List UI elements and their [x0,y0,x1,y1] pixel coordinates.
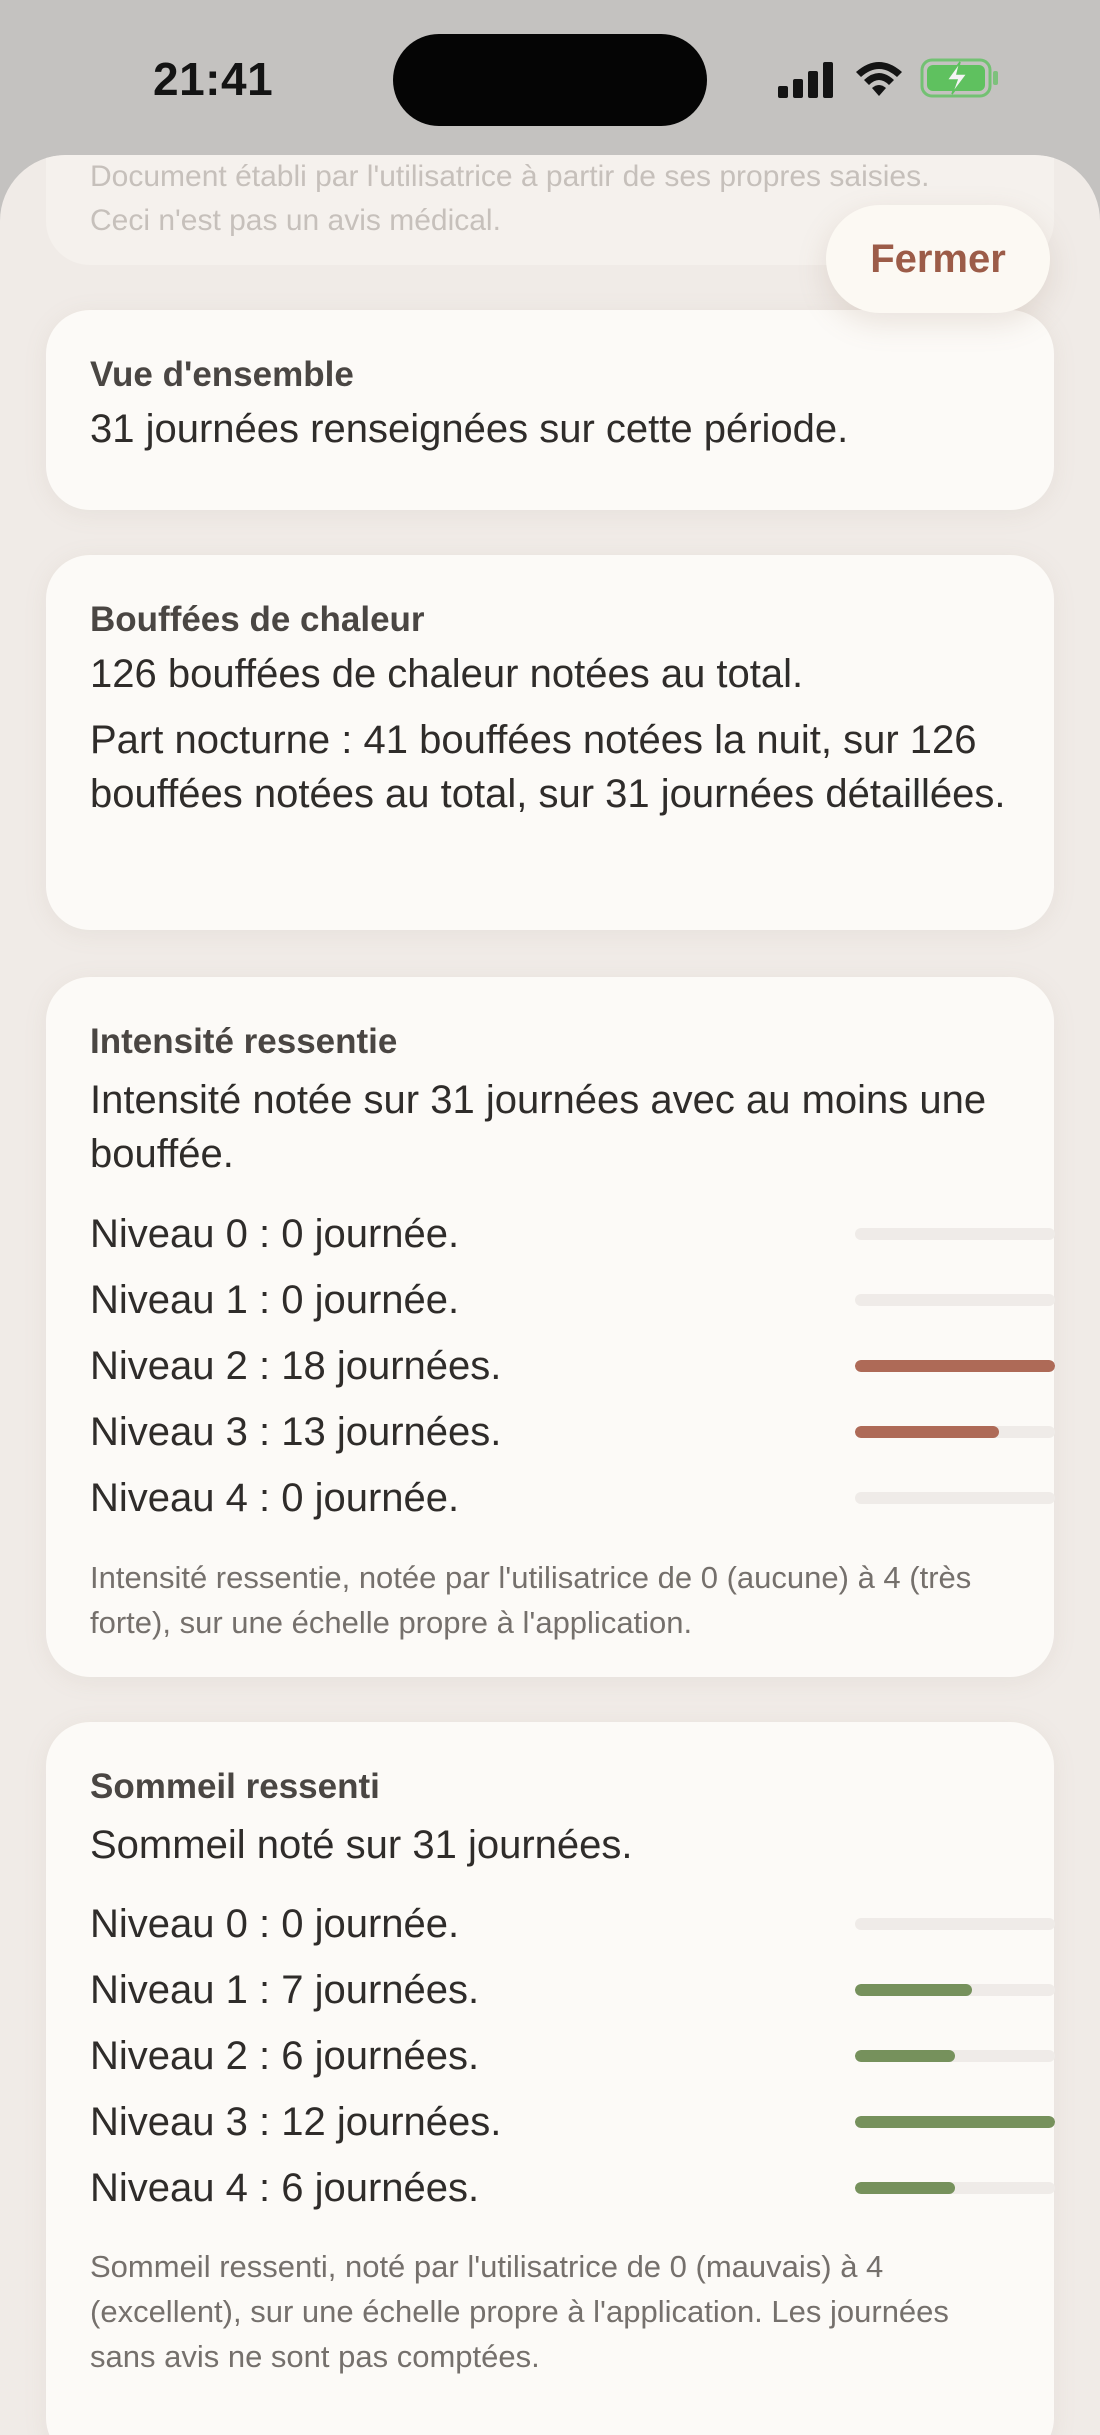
intensity-level-bar [855,1426,1055,1438]
intensity-level-label: Niveau 0 : 0 journée. [90,1212,460,1256]
sleep-level-row [90,2155,1010,2221]
intensity-level-row [90,1465,1010,1531]
status-time: 21:41 [153,53,274,105]
intensity-intro: Intensité notée sur 31 journées avec au moins une bouffée. [90,1078,987,1176]
sleep-level-row [90,2089,1010,2155]
sleep-intro: Sommeil noté sur 31 journées. [90,1823,633,1867]
intensity-level-row [90,1201,1010,1267]
intensity-level-label: Niveau 3 : 13 journées. [90,1410,502,1454]
sleep-level-row [90,1891,1010,1957]
sleep-level-bar [855,2116,1055,2128]
hot-flashes-total: 126 bouffées de chaleur notées au total. [90,652,804,696]
battery-charging-icon [920,58,1000,98]
intensity-level-bar [855,1492,1055,1504]
intensity-level-label: Niveau 2 : 18 journées. [90,1344,502,1388]
status-bar [0,0,1100,160]
sleep-level-bar [855,1984,1055,1996]
disclaimer-text: Document établi par l'utilisatrice à partir de ses propres saisies. Ceci n'est pas un avis médical. [90,160,930,237]
intensity-level-bar [855,1360,1055,1372]
sleep-level-label: Niveau 0 : 0 journée. [90,1902,460,1946]
intensity-title: Intensité ressentie [90,1022,398,1061]
hot-flashes-night: Part nocturne : 41 bouffées notées la nuit, sur 126 bouffées notées au total, sur 31 journées détaillées. [90,718,1006,816]
wifi-icon [854,60,904,98]
dynamic-island [393,34,707,126]
sleep-level-label: Niveau 1 : 7 journées. [90,1968,480,2012]
sleep-card [46,1722,1054,2435]
sleep-title: Sommeil ressenti [90,1767,380,1806]
intensity-level-row [90,1333,1010,1399]
intensity-level-label: Niveau 4 : 0 journée. [90,1476,460,1520]
sleep-level-row [90,2023,1010,2089]
intensity-level-row [90,1267,1010,1333]
overview-title: Vue d'ensemble [90,355,354,394]
signal-icon [778,62,836,98]
hot-flashes-title: Bouffées de chaleur [90,600,425,639]
intensity-card [46,977,1054,1677]
intensity-level-bar [855,1294,1055,1306]
overview-text: 31 journées renseignées sur cette période. [90,407,849,451]
sleep-level-bar [855,2050,1055,2062]
sleep-level-label: Niveau 3 : 12 journées. [90,2100,502,2144]
sleep-level-row [90,1957,1010,2023]
sleep-level-label: Niveau 4 : 6 journées. [90,2166,480,2210]
intensity-note: Intensité ressentie, notée par l'utilisatrice de 0 (aucune) à 4 (très forte), sur une échelle propre à l'application. [90,1560,972,1640]
intensity-level-row [90,1399,1010,1465]
sleep-level-bar [855,1918,1055,1930]
sleep-level-label: Niveau 2 : 6 journées. [90,2034,480,2078]
overview-card [46,310,1054,510]
close-button[interactable]: Fermer [826,205,1050,313]
sleep-note: Sommeil ressenti, noté par l'utilisatrice de 0 (mauvais) à 4 (excellent), sur une échelle propre à l'application. Les journées sans avis ne sont pas comptées. [90,2249,949,2374]
intensity-level-bar [855,1228,1055,1240]
hot-flashes-card [46,555,1054,930]
report-sheet[interactable] [0,155,1100,2435]
intensity-level-label: Niveau 1 : 0 journée. [90,1278,460,1322]
sleep-level-bar [855,2182,1055,2194]
